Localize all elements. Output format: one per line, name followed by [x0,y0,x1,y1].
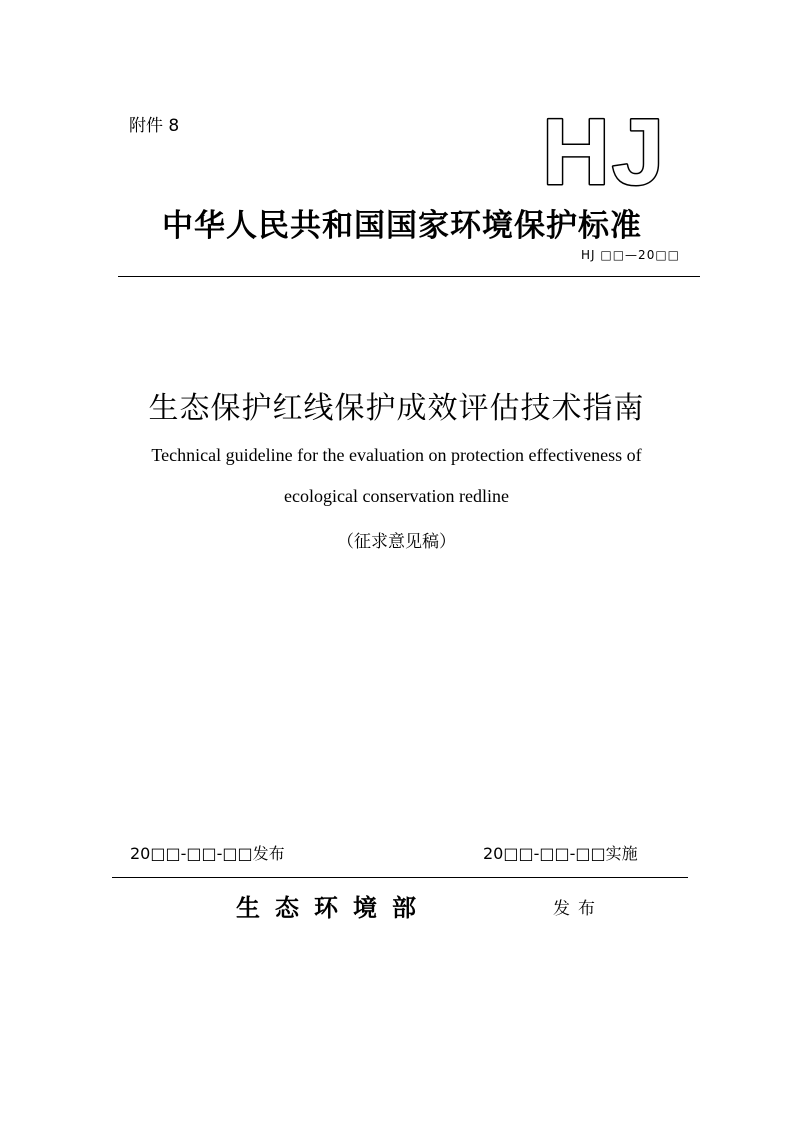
standard-name: 中华人民共和国国家环境保护标准 [162,208,642,244]
hj-logo-text: HJ [542,106,667,192]
issuer-name: 生态环境部 [236,893,431,922]
hj-logo [538,106,688,192]
footer-divider [112,877,688,878]
document-title-english-line1: Technical guideline for the evaluation on protection effectiveness of [151,445,642,465]
release-date: 20□□-□□-□□发布 [130,844,285,863]
document-title-english-line2: ecological conservation redline [284,486,509,506]
document-title-chinese: 生态保护红线保护成效评估技术指南 [148,391,645,426]
draft-note: （征求意见稿） [337,532,456,552]
attachment-label: 附件 8 [129,116,180,136]
issue-word: 发布 [553,899,603,919]
standard-number: HJ □□—20□□ [581,248,680,262]
effective-date: 20□□-□□-□□实施 [483,844,638,863]
header-divider [118,276,700,277]
